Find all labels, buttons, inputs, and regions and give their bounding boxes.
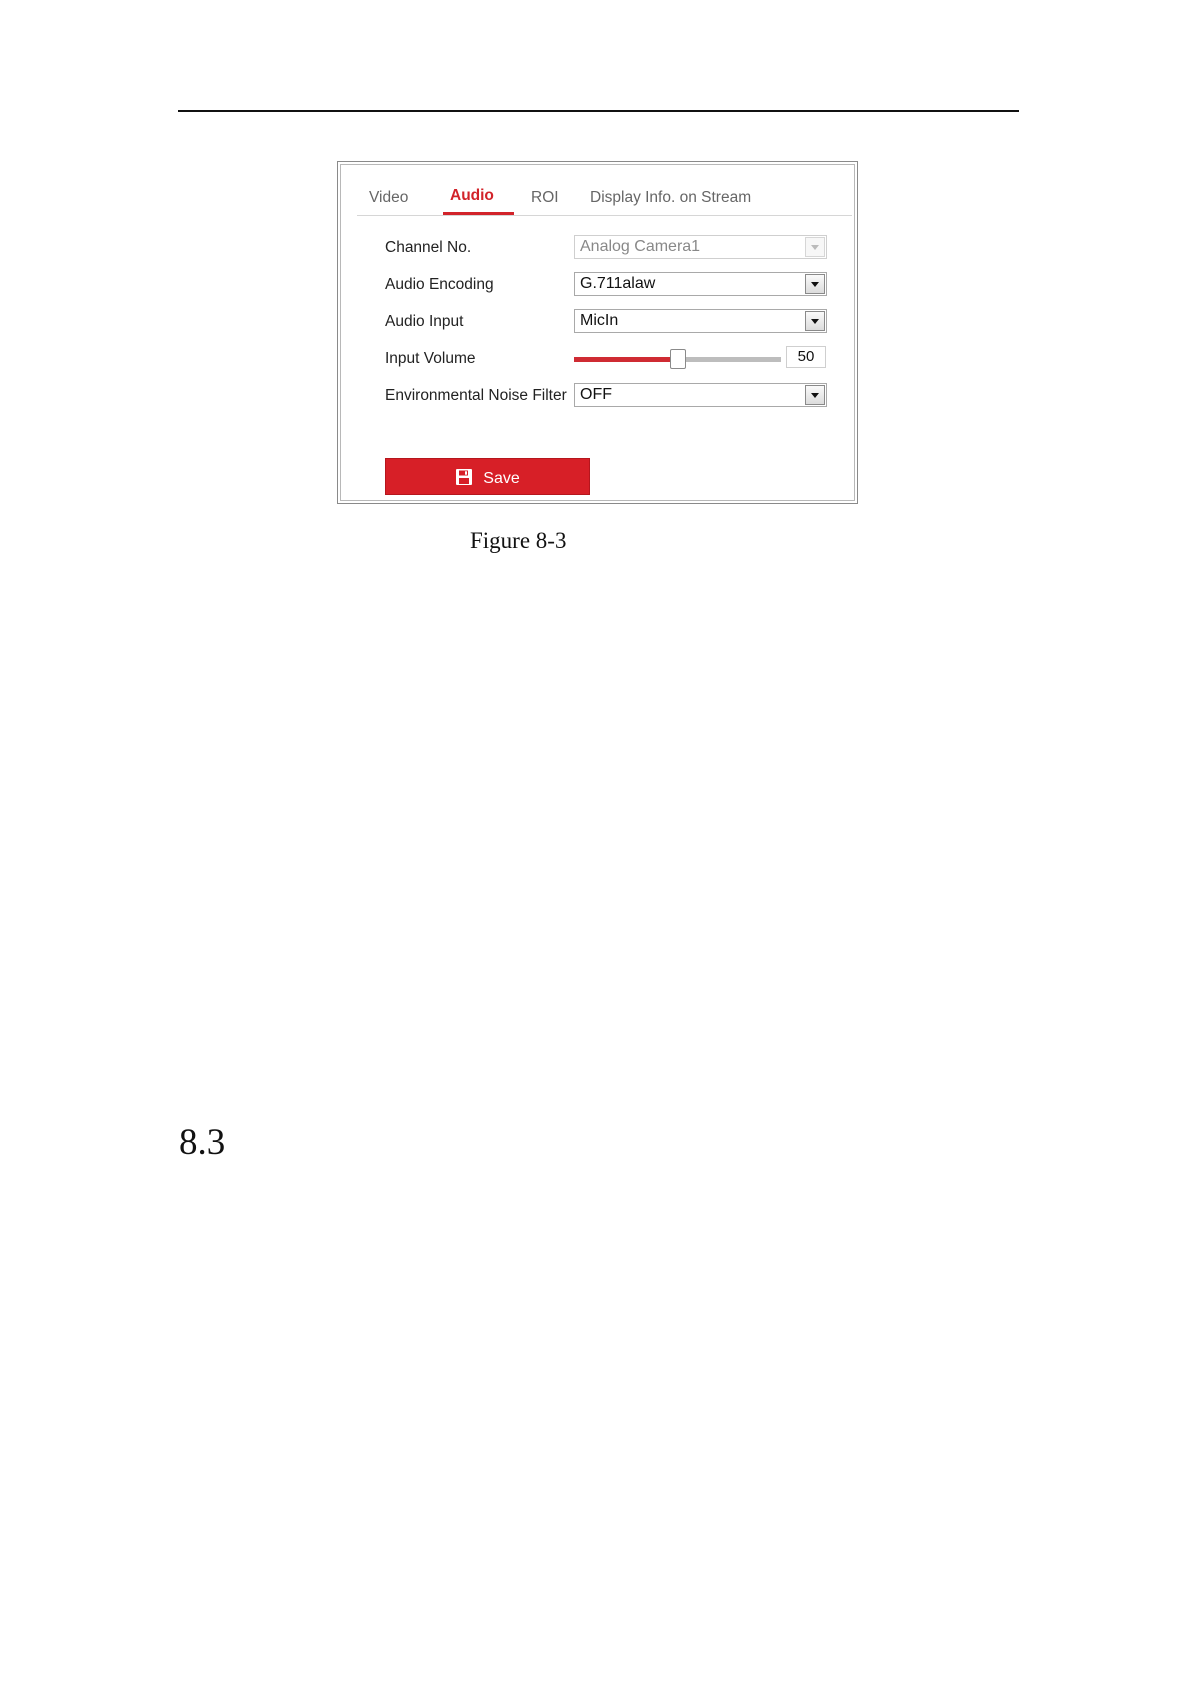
audio-encoding-label: Audio Encoding [385,276,494,293]
noise-filter-label: Environmental Noise Filter [385,387,567,404]
save-button-label: Save [483,470,520,487]
tab-display-info[interactable]: Display Info. on Stream [590,189,752,206]
input-volume-row [385,346,845,372]
audio-input-label: Audio Input [385,313,464,330]
section-number: 8.3 [179,1122,226,1163]
input-volume-value[interactable]: 50 [786,346,826,368]
header-rule [178,110,1019,112]
channel-row [385,235,845,261]
tab-bar [357,165,852,216]
audio-encoding-select[interactable] [574,272,827,296]
slider-fill [574,357,678,362]
chevron-down-icon [805,274,825,294]
save-icon [455,468,473,491]
audio-input-value: MicIn [580,312,619,329]
save-button[interactable] [385,458,590,495]
noise-filter-value: OFF [580,386,612,403]
noise-filter-select[interactable] [574,383,827,407]
chevron-down-icon [805,385,825,405]
channel-select[interactable] [574,235,827,259]
chevron-down-icon [805,237,825,257]
slider-handle[interactable] [670,349,686,369]
input-volume-slider[interactable] [574,357,781,362]
channel-label: Channel No. [385,239,472,256]
audio-settings-panel [337,161,858,504]
audio-input-select[interactable] [574,309,827,333]
figure-caption: Figure 8-3 [470,528,567,553]
audio-encoding-value: G.711alaw [580,275,656,292]
save-button-content [386,468,589,491]
panel-inner [340,164,855,501]
input-volume-label: Input Volume [385,350,476,367]
tab-video[interactable]: Video [369,189,409,206]
chevron-down-icon [805,311,825,331]
channel-value: Analog Camera1 [580,238,701,255]
noise-filter-row [385,383,845,409]
tab-roi[interactable]: ROI [531,189,559,206]
audio-encoding-row [385,272,845,298]
active-tab-indicator [443,212,514,215]
tab-audio[interactable]: Audio [450,187,494,204]
audio-input-row [385,309,845,335]
